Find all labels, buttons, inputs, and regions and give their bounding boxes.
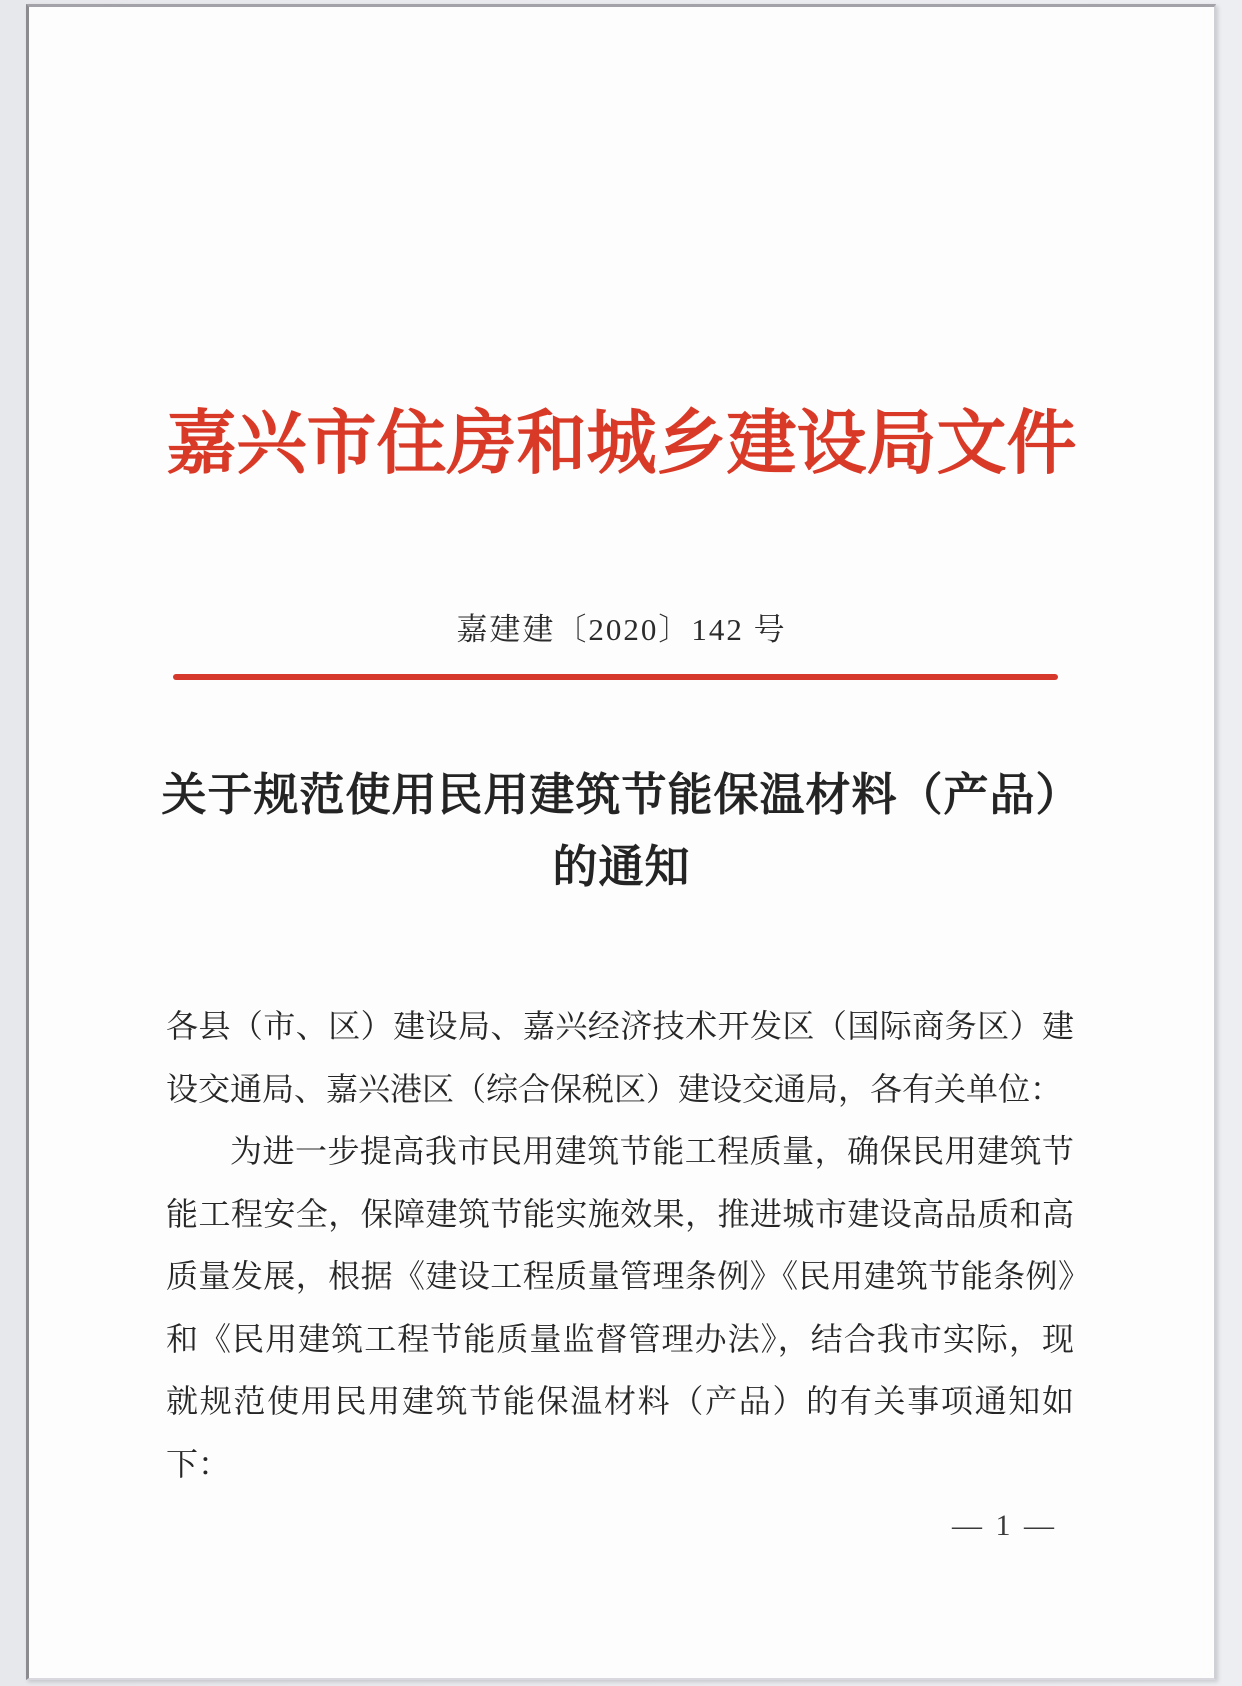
document-title-line2: 的通知 (552, 842, 691, 892)
document-title-line1: 关于规范使用民用建筑节能保温材料（产品） (161, 770, 1082, 820)
document-title (29, 759, 1214, 903)
recipients-paragraph: 各县（市、区）建设局、嘉兴经济技术开发区（国际商务区）建设交通局、嘉兴港区（综合保税区）建设交通局，各有关单位： (166, 1008, 1074, 1107)
document-number: 嘉建建〔2020〕142 号 (456, 612, 787, 647)
document-header-title: 嘉兴市住房和城乡建设局文件 (166, 406, 1077, 483)
body-paragraph: 为进一步提高我市民用建筑节能工程质量，确保民用建筑节能工程安全，保障建筑节能实施效果，推进城市建设高品质和高质量发展，根据《建设工程质量管理条例》《民用建筑节能条例》和《民用建筑工程节能质量监督管理办法》，结合我市实际，现就规范使用民用建筑节能保温材料（产品）的有关事项通知如下： (166, 1133, 1074, 1482)
document-page (26, 4, 1216, 1680)
page-number: — 1 — (952, 1509, 1057, 1542)
red-divider-line (173, 674, 1058, 680)
document-body (166, 995, 1074, 1495)
